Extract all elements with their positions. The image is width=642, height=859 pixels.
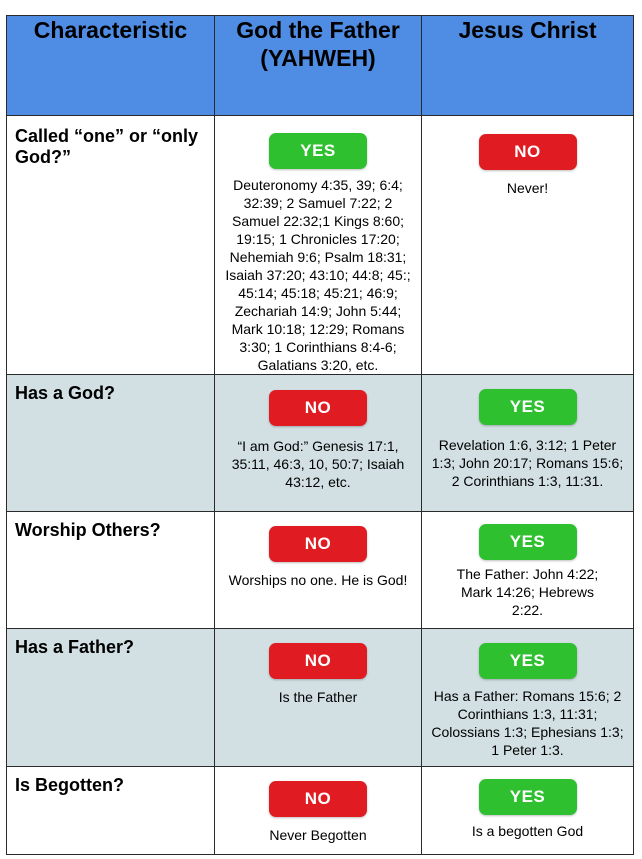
yes-badge: YES [479,643,577,679]
father-text: Never Begotten [269,827,367,843]
yes-badge: YES [269,133,367,169]
yes-badge: YES [479,389,577,425]
row-label: Worship Others? [7,512,215,629]
father-text: Deuteronomy 4:35, 39; 6:4; 32:39; 2 Samuel 7:22; 2 Samuel 22:32;1 Kings 8:60; 19:15; 1 Chronicles 17:20; Nehemiah 9:6; Psalm 18:31; Isaiah 37:20; 43:10; 44:8; 45:; 45:14; 45:18; 45:21; 46:9; Zechariah 14:9; John 5:44; Mark 10:18; 12:29; Romans 3:30; 1 Corinthians 8:4-6; Galatians 3:20, etc. [225,177,411,373]
row-label: Has a God? [7,375,215,512]
table-row [7,629,634,767]
no-badge: NO [269,526,367,562]
no-badge: NO [269,643,367,679]
jesus-cell [422,116,634,375]
jesus-cell [422,512,634,629]
father-text: Worships no one. He is God! [228,572,408,588]
header-characteristic: Characteristic [7,16,215,116]
jesus-text: The Father: John 4:22; Mark 14:26; Hebrews 2:22. [456,566,599,618]
yes-badge: YES [479,524,577,560]
no-badge: NO [269,781,367,817]
row-label: Is Begotten? [7,767,215,855]
header-father-line2: (YAHWEH) [260,45,376,71]
jesus-text: Never! [506,180,549,196]
no-badge: NO [479,134,577,170]
jesus-text: Has a Father: Romans 15:6; 2 Corinthians 1:3, 11:31; Colossians 1:3; Ephesians 1:3; 1 Peter 1:3. [431,688,624,758]
header-god-the-father [215,16,422,116]
father-cell [215,512,422,629]
father-cell [215,116,422,375]
header-row [7,16,634,116]
yes-badge: YES [479,779,577,815]
jesus-text: Revelation 1:6, 3:12; 1 Peter 1:3; John 20:17; Romans 15:6; 2 Corinthians 1:3, 11:31. [431,437,624,489]
table-row [7,767,634,855]
father-text: Is the Father [278,689,358,705]
table-row [7,512,634,629]
father-cell [215,767,422,855]
jesus-cell [422,629,634,767]
header-father-line1: God the Father [236,17,400,43]
no-badge: NO [269,390,367,426]
header-jesus-christ: Jesus Christ [422,16,634,116]
row-label: Has a Father? [7,629,215,767]
row-label: Called “one” or “only God?” [7,116,215,375]
table-row [7,375,634,512]
comparison-table [6,15,634,855]
father-cell [215,375,422,512]
jesus-cell [422,375,634,512]
jesus-text: Is a begotten God [471,823,584,839]
father-cell [215,629,422,767]
jesus-cell [422,767,634,855]
father-text: “I am God:” Genesis 17:1, 35:11, 46:3, 10, 50:7; Isaiah 43:12, etc. [231,438,405,490]
table-row [7,116,634,375]
